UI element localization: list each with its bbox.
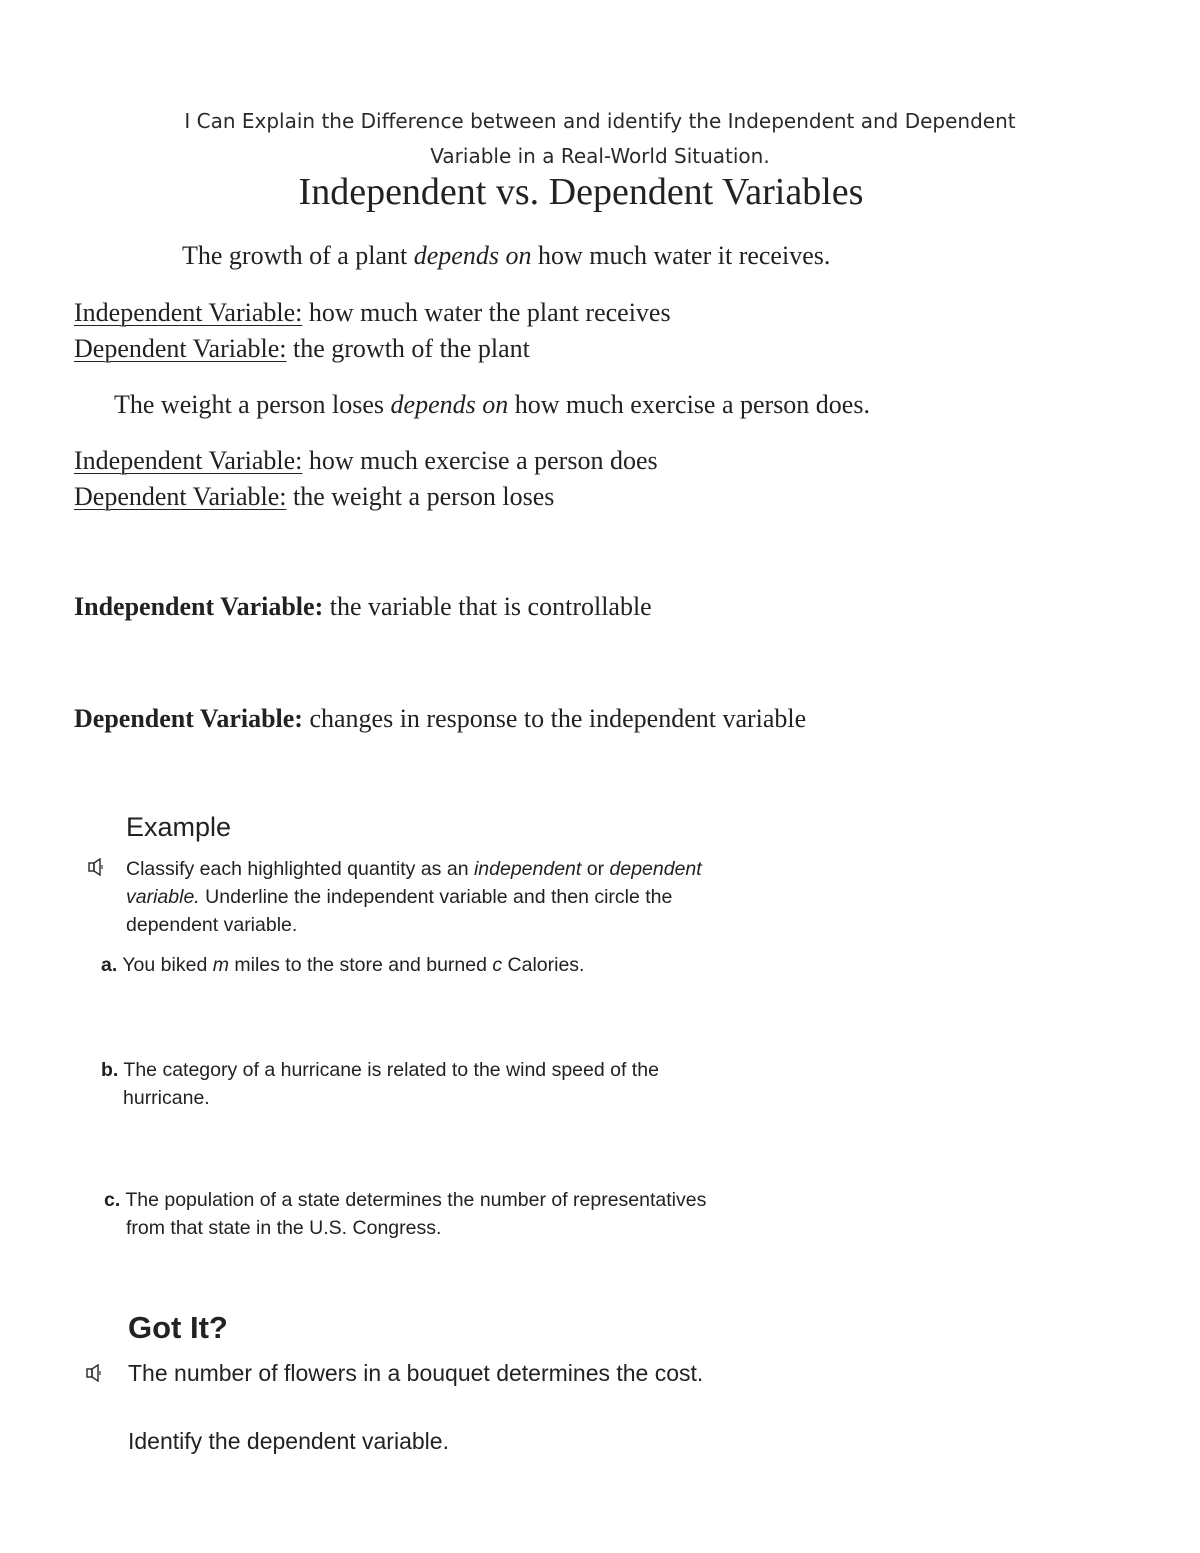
independent-variable-text: how much water the plant receives (302, 298, 671, 327)
objective-line-1: I Can Explain the Difference between and identify the Independent and Dependent (184, 109, 1016, 133)
sentence-text: The growth of a plant (182, 241, 414, 270)
definition-text: the variable that is controllable (323, 592, 652, 621)
example1-dependent-line (74, 334, 530, 364)
dependent-variable-text: the weight a person loses (286, 482, 555, 511)
example-item-b: b. The category of a hurricane is related to the wind speed of the hurricane. (101, 1059, 659, 1109)
item-label: b. (101, 1059, 119, 1081)
example2-sentence (114, 390, 870, 420)
instructions-line-2: variable. Underline the independent variable and then circle the (126, 886, 673, 908)
variable-c: c (492, 954, 503, 976)
sentence-emphasis: depends on (390, 390, 509, 419)
dependent-variable-definition (74, 704, 806, 734)
instructions-line-1: Classify each highlighted quantity as an independent or dependent (126, 858, 702, 880)
example2-dependent-line (74, 482, 554, 512)
example-item-c: c. The population of a state determines the number of representatives from that state in the U.S. Congress. (104, 1189, 707, 1239)
page-title: Independent vs. Dependent Variables (298, 171, 864, 213)
variable-m: m (212, 954, 229, 976)
sentence-text: how much exercise a person does. (508, 390, 870, 419)
sentence-text: how much water it receives. (531, 241, 831, 270)
definition-term: Independent Variable: (74, 592, 324, 621)
independent-variable-label: Independent Variable: (74, 298, 303, 327)
speaker-icon[interactable] (88, 858, 106, 876)
objective-line-2: Variable in a Real-World Situation. (430, 144, 770, 168)
got-it-heading: Got It? (128, 1310, 228, 1345)
dependent-variable-label: Dependent Variable: (74, 334, 287, 363)
example1-independent-line (74, 298, 671, 328)
dependent-variable-label: Dependent Variable: (74, 482, 287, 511)
definition-text: changes in response to the independent variable (302, 704, 807, 733)
instructions-line-3: dependent variable. (126, 914, 298, 936)
definition-term: Dependent Variable: (74, 704, 303, 733)
item-label: c. (104, 1189, 121, 1211)
item-label: a. (101, 954, 118, 976)
sentence-text: The weight a person loses (114, 390, 391, 419)
example2-independent-line (74, 446, 658, 476)
learning-objective (100, 104, 1100, 174)
got-it-text: The number of flowers in a bouquet determines the cost. (128, 1360, 704, 1386)
independent-variable-label: Independent Variable: (74, 446, 303, 475)
example1-sentence (182, 241, 830, 271)
dependent-variable-text: the growth of the plant (286, 334, 530, 363)
independent-variable-definition (74, 592, 652, 622)
speaker-icon[interactable] (86, 1364, 104, 1382)
sentence-emphasis: depends on (413, 241, 532, 270)
got-it-prompt: Identify the dependent variable. (128, 1428, 449, 1454)
example-item-a: a. You biked m miles to the store and burned c Calories. (101, 954, 585, 976)
example-instructions (126, 855, 786, 939)
independent-variable-text: how much exercise a person does (302, 446, 658, 475)
example-heading: Example (126, 812, 232, 842)
